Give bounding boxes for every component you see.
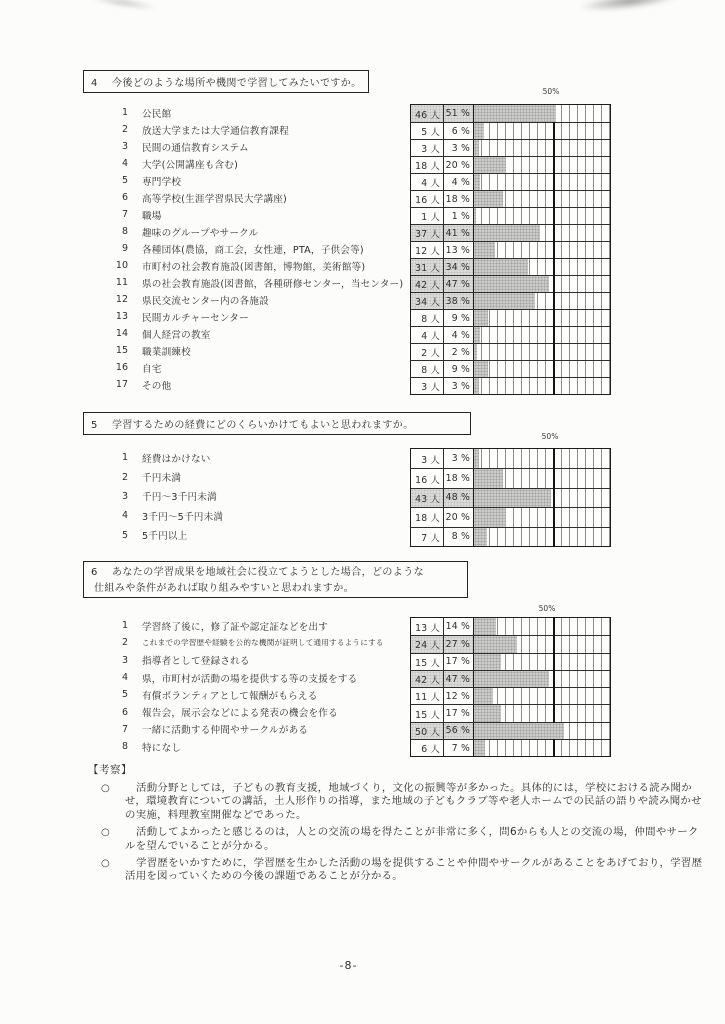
survey-item [83,172,413,189]
percentage-bar [474,344,477,360]
chart-row [411,360,610,377]
survey-item [83,467,413,486]
percent-cell: 4 % [444,174,474,190]
bar-grid [474,671,610,687]
item-label: 自宅 [142,363,162,375]
discussion-text: 学習歴をいかすために，学習歴を生かした活動の場を提供することや仲間やサークルがあることをあげており，学習歴活用を図っていくための今後の課題であることが分かる。 [125,857,703,883]
item-label: 個人経営の教室 [142,329,211,341]
count-cell: 16 人 [411,469,444,487]
count-cell: 37 人 [411,225,444,241]
survey-item [83,240,413,257]
survey-item [83,308,413,325]
item-label: 千円～3千円未満 [142,492,217,504]
percent-cell: 20 % [444,508,474,526]
survey-item [83,686,413,703]
bar-grid [474,508,610,526]
bar-grid [474,310,610,326]
percent-cell: 2 % [444,344,474,360]
count-cell: 13 人 [411,618,444,635]
percentage-bar [474,688,493,704]
item-label: 学習終了後に，修了証や認定証などを出す [142,621,329,633]
chart-row [411,241,610,258]
count-cell: 24 人 [411,636,444,652]
percent-cell: 13 % [444,242,474,258]
chart-row [411,343,610,360]
bar-grid [474,528,610,546]
survey-item [83,526,413,545]
question-number: 4 [91,78,98,89]
chart-row [411,704,610,721]
item-label: これまでの学習歴や経験を公的な機関が証明して通用するようにする [142,638,384,648]
percentage-bar [474,705,501,721]
item-number: 14 [115,328,128,339]
chart-row [411,527,610,546]
chart-row [411,309,610,326]
count-cell: 46 人 [411,105,444,122]
survey-item [83,703,413,720]
circle-bullet-icon: ○ [101,858,110,870]
question-title-line2: 仕組みや条件があれば取り組みやすいと思われますか。 [94,582,354,594]
percent-cell: 47 % [444,671,474,687]
item-number: 5 [121,689,128,701]
item-number: 16 [115,362,128,373]
percentage-bar [474,105,556,122]
bar-grid [474,327,610,343]
chart-row [411,139,610,156]
bar-grid [474,123,610,139]
question-6-box [83,561,468,598]
axis-50pct-label: 50% [538,604,556,613]
item-number: 4 [121,672,128,684]
bar-grid [474,105,610,122]
count-cell: 12 人 [411,242,444,258]
bar-grid [474,654,610,670]
item-number: 2 [121,124,128,135]
percent-cell: 18 % [444,191,474,207]
discussion-text: 活動分野としては，子どもの教育支援，地域づくり，文化の振興等が多かった。具体的には，学校における読み聞かせ，環境教育についての講話，土人形作りの指導，また地域の子どもクラブ等や老人ホームでの民話の語りや読み聞かせの実施，料理教室開催などであった。 [125,782,702,821]
item-number: 8 [121,741,128,753]
percent-cell: 6 % [444,123,474,139]
item-number: 7 [121,723,128,735]
percentage-bar [474,157,506,173]
item-label: 職業訓練校 [142,346,191,358]
survey-item [83,189,413,206]
item-number: 1 [121,620,128,632]
percentage-bar [474,174,480,190]
percentage-bar [474,740,485,756]
question-title-line1: 6 あなたの学習成果を地域社会に役立てようとした場合，どのような [84,565,467,581]
question-4-chart [410,104,611,395]
percent-cell: 56 % [444,723,474,739]
chart-row [411,326,610,343]
bar-grid [474,225,610,241]
percentage-bar [474,140,479,156]
percent-cell: 1 % [444,208,474,224]
item-label: 県の社会教育施設(図書館，各種研修センター，当センター) [142,278,404,290]
percent-cell: 14 % [444,618,474,635]
chart-row [411,377,610,394]
survey-item [83,738,413,755]
item-label: 専門学校 [142,176,182,188]
question-number: 6 [91,567,98,578]
item-number: 13 [115,311,128,322]
item-label: 特になし [142,742,182,754]
count-cell: 8 人 [411,361,444,377]
percent-cell: 18 % [444,469,474,487]
percent-cell: 41 % [444,225,474,241]
survey-item [83,274,413,291]
percentage-bar [474,449,479,468]
chart-row [411,618,610,635]
percentage-bar [474,276,549,292]
item-label: 経費はかけない [142,453,211,465]
discussion-bullet [88,857,713,884]
percentage-bar [474,618,496,635]
count-cell: 11 人 [411,688,444,704]
bar-grid [474,259,610,275]
chart-row [411,173,610,190]
item-number: 3 [121,141,128,152]
percent-cell: 3 % [444,140,474,156]
bar-grid [474,636,610,652]
item-number: 11 [115,277,128,288]
count-cell: 16 人 [411,191,444,207]
question-5-chart [410,448,611,547]
percent-cell: 3 % [444,449,474,468]
item-number: 6 [121,192,128,203]
item-number: 5 [121,529,128,541]
count-cell: 2 人 [411,344,444,360]
chart-row [411,468,610,487]
item-number: 3 [121,654,128,666]
question-number: 5 [91,420,98,431]
chart-row [411,105,610,122]
bar-grid [474,276,610,292]
percent-cell: 20 % [444,157,474,173]
item-label: 県民交流センター内の各施設 [142,295,269,307]
bar-grid [474,293,610,309]
bar-grid [474,705,610,721]
discussion-bullet [88,826,713,853]
bar-grid [474,344,610,360]
scan-smudge [88,0,159,12]
survey-item [83,506,413,525]
question-4-item-list [83,104,413,393]
item-label: 5千円以上 [142,531,188,543]
bar-grid [474,140,610,156]
percent-cell: 9 % [444,361,474,377]
percent-cell: 17 % [444,654,474,670]
percentage-bar [474,225,540,241]
percent-cell: 48 % [444,489,474,507]
item-number: 6 [121,706,128,718]
count-cell: 4 人 [411,327,444,343]
bar-grid [474,208,610,224]
survey-item [83,291,413,308]
survey-item [83,669,413,686]
count-cell: 3 人 [411,378,444,394]
count-cell: 31 人 [411,259,444,275]
item-label: 市町村の社会教育施設(図書館，博物館，美術館等) [142,261,366,273]
survey-item [83,617,413,634]
percentage-bar [474,378,479,394]
chart-row [411,507,610,526]
count-cell: 15 人 [411,705,444,721]
percent-cell: 4 % [444,327,474,343]
item-number: 1 [121,107,128,118]
item-label: 県，市町村が活動の場を提供する等の支援をする [142,673,358,685]
percentage-bar [474,293,535,309]
percentage-bar [474,654,501,670]
circle-bullet-icon: ○ [101,783,110,794]
count-cell: 43 人 [411,489,444,507]
percent-cell: 27 % [444,636,474,652]
chart-row [411,739,610,756]
item-label: 指導者として登録される [142,656,250,668]
survey-item [83,104,413,121]
count-cell: 5 人 [411,123,444,139]
percentage-bar [474,310,488,326]
count-cell: 50 人 [411,723,444,739]
percentage-bar [474,636,517,652]
survey-item [83,342,413,359]
item-number: 4 [121,510,128,522]
question-title: 今後どのような場所や機関で学習してみたいですか。 [112,78,362,89]
percentage-bar [474,191,503,207]
survey-item [83,206,413,223]
count-cell: 8 人 [411,310,444,326]
bar-grid [474,688,610,704]
chart-row [411,258,610,275]
percentage-bar [474,327,480,343]
item-label: 民間の通信教育システム [142,142,249,154]
item-number: 15 [115,345,128,356]
item-label: 有償ボランティアとして報酬がもらえる [142,690,318,702]
discussion-bullet [88,782,713,822]
item-number: 3 [121,490,128,502]
percent-cell: 38 % [444,293,474,309]
axis-50pct-label: 50% [541,432,559,441]
item-number: 7 [121,209,128,220]
percentage-bar [474,723,564,739]
item-number: 8 [121,226,128,237]
bar-grid [474,740,610,756]
percentage-bar [474,528,487,546]
item-number: 2 [121,471,128,483]
item-label: 3千円～5千円未満 [142,511,224,523]
item-number: 2 [121,637,128,649]
count-cell: 34 人 [411,293,444,309]
discussion-section [88,762,713,888]
page-number: -8- [339,959,358,972]
chart-row [411,635,610,652]
item-number: 17 [115,379,128,390]
circle-bullet-icon: ○ [101,827,110,839]
survey-item [83,325,413,342]
discussion-text: 活動してよかったと感じるのは，人との交流の場を得たことが非常に多く，問6からも人との交流の場，仲間やサークルを望んでいることが分かる。 [125,826,699,852]
percentage-bar [474,259,528,275]
item-label: 趣味のグループやサークル [142,227,259,239]
count-cell: 18 人 [411,508,444,526]
survey-item [83,359,413,376]
bar-grid [474,723,610,739]
item-number: 5 [121,175,128,186]
chart-row [411,224,610,241]
survey-item [83,487,413,506]
item-label: 放送大学または大学通信教育課程 [142,125,289,137]
question-4-box [83,70,369,93]
item-label: その他 [142,380,172,392]
survey-item [83,721,413,738]
chart-row [411,190,610,207]
bar-grid [474,174,610,190]
bar-grid [474,618,610,635]
question-6-chart [410,617,611,757]
item-label: 大学(公開講座も含む) [142,159,239,171]
item-label: 民間カルチャーセンター [142,312,249,324]
bar-grid [474,157,610,173]
item-label: 職場 [142,210,162,222]
chart-row [411,292,610,309]
percentage-bar [474,671,549,687]
count-cell: 42 人 [411,671,444,687]
chart-row [411,449,610,468]
percentage-bar [474,508,506,526]
percent-cell: 3 % [444,378,474,394]
survey-item [83,448,413,467]
count-cell: 4 人 [411,174,444,190]
chart-row [411,687,610,704]
survey-item [83,223,413,240]
bar-grid [474,489,610,507]
percent-cell: 47 % [444,276,474,292]
percentage-bar [474,361,488,377]
percentage-bar [474,123,484,139]
item-label: 公民館 [142,108,172,120]
item-label: 報告会，展示会などによる発表の機会を作る [142,708,338,720]
axis-50pct-label: 50% [542,87,560,96]
chart-row [411,275,610,292]
survey-item [83,155,413,172]
count-cell: 6 人 [411,740,444,756]
percent-cell: 8 % [444,528,474,546]
count-cell: 1 人 [411,208,444,224]
scan-smudge [577,0,683,15]
bar-grid [474,449,610,468]
bar-grid [474,378,610,394]
item-number: 12 [115,294,128,305]
percent-cell: 7 % [444,740,474,756]
question-5-item-list [83,448,413,545]
item-number: 4 [121,158,128,169]
chart-row [411,670,610,687]
count-cell: 3 人 [411,449,444,468]
question-title: 学習するための経費にどのくらいかけてもよいと思われますか。 [112,420,414,431]
item-label: 高等学校(生涯学習県民大学講座) [142,193,287,205]
chart-row [411,653,610,670]
item-number: 9 [121,243,128,254]
bar-grid [474,361,610,377]
percentage-bar [474,469,503,487]
question-6-item-list [83,617,413,755]
discussion-heading: 【考察】 [88,764,132,776]
item-number: 1 [121,452,128,464]
count-cell: 18 人 [411,157,444,173]
percentage-bar [474,242,495,258]
item-number: 10 [115,260,128,271]
survey-item [83,138,413,155]
survey-item [83,376,413,393]
percent-cell: 9 % [444,310,474,326]
percentage-bar [474,208,476,224]
percent-cell: 17 % [444,705,474,721]
bar-grid [474,191,610,207]
percent-cell: 34 % [444,259,474,275]
chart-row [411,488,610,507]
bar-grid [474,242,610,258]
question-5-box [83,412,471,435]
chart-row [411,156,610,173]
bar-grid [474,469,610,487]
count-cell: 15 人 [411,654,444,670]
chart-row [411,207,610,224]
survey-item [83,121,413,138]
survey-item [83,257,413,274]
item-label: 千円未満 [142,473,182,485]
count-cell: 7 人 [411,528,444,546]
survey-item [83,634,413,651]
percent-cell: 51 % [444,105,474,122]
survey-item [83,652,413,669]
item-label: 各種団体(農協，商工会，女性連，PTA，子供会等) [142,244,364,256]
chart-row [411,722,610,739]
count-cell: 3 人 [411,140,444,156]
percent-cell: 12 % [444,688,474,704]
chart-row [411,122,610,139]
item-label: 一緒に活動する仲間やサークルがある [142,725,309,737]
percentage-bar [474,489,551,507]
count-cell: 42 人 [411,276,444,292]
